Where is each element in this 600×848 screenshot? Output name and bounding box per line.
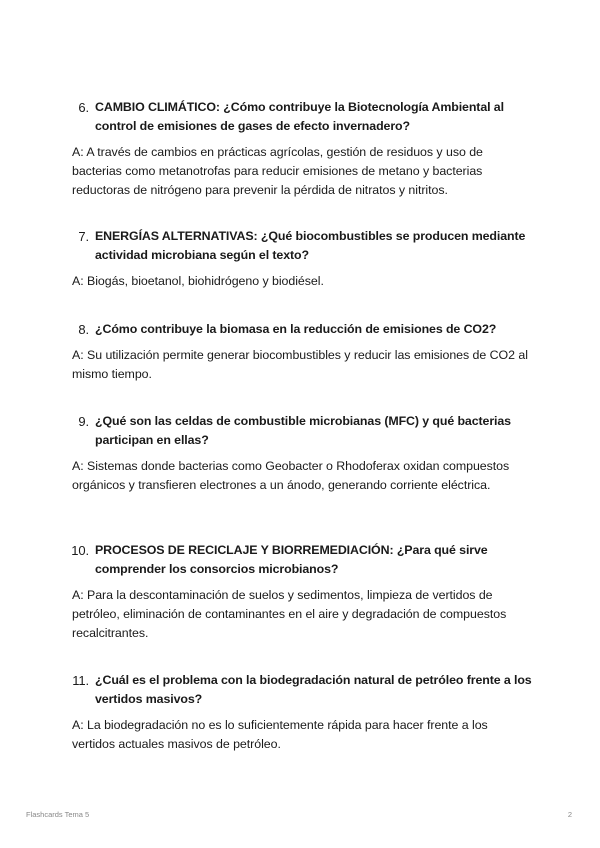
flashcard-7 — [72, 227, 532, 291]
question-number: 8. — [78, 322, 89, 337]
answer: A: La biodegradación no es lo suficientemente rápida para hacer frente a los vertidos actuales masivos de petróleo. — [72, 718, 488, 751]
answer: A: Para la descontaminación de suelos y sedimentos, limpieza de vertidos de petróleo, eliminación de contaminantes en el aire y degradación de compuestos recalcitrantes. — [72, 588, 507, 640]
question-topic: ENERGÍAS ALTERNATIVAS: — [95, 229, 261, 243]
question-number: 6. — [78, 100, 89, 115]
flashcard-8 — [72, 320, 532, 384]
answer: A: Sistemas donde bacterias como Geobacter o Rhodoferax oxidan compuestos orgánicos y transfieren electrones a un ánodo, generando corriente eléctrica. — [72, 459, 510, 492]
flashcard-10 — [72, 541, 532, 643]
answer: A: A través de cambios en prácticas agrícolas, gestión de residuos y uso de bacterias como metanotrofas para reducir emisiones de metano y bacterias reductoras de nitrógeno para prevenir la pérdida de nitratos y nitritos. — [72, 145, 483, 197]
flashcard-6 — [72, 98, 532, 200]
footer-title: Flashcards Tema 5 — [26, 810, 90, 819]
question — [72, 320, 532, 339]
question-text: ¿Cuál es el problema con la biodegradación natural de petróleo frente a los vertidos masivos? — [95, 673, 532, 706]
question — [72, 671, 532, 709]
question-text: ¿Cómo contribuye la Biotecnología Ambiental al control de emisiones de gases de efecto invernadero? — [95, 100, 504, 133]
question — [72, 541, 532, 579]
question-text: ¿Para qué sirve comprender los consorcios microbianos? — [95, 543, 488, 576]
question-text: ¿Cómo contribuye la biomasa en la reducción de emisiones de CO2? — [95, 322, 497, 336]
question-topic: PROCESOS DE RECICLAJE Y BIORREMEDIACIÓN: — [95, 543, 397, 557]
question-text: ¿Qué biocombustibles se producen mediante actividad microbiana según el texto? — [95, 229, 526, 262]
question-topic: CAMBIO CLIMÁTICO: — [95, 100, 224, 114]
answer: A: Su utilización permite generar biocombustibles y reducir las emisiones de CO2 al mismo tiempo. — [72, 348, 528, 381]
flashcard-11 — [72, 671, 532, 754]
answer: A: Biogás, bioetanol, biohidrógeno y biodiésel. — [72, 274, 324, 288]
question-text: ¿Qué son las celdas de combustible microbianas (MFC) y qué bacterias participan en ellas? — [95, 414, 511, 447]
page-number: 2 — [567, 810, 572, 819]
question-number: 9. — [78, 414, 89, 429]
question-number: 10. — [71, 543, 89, 558]
question — [72, 227, 532, 265]
question — [72, 412, 532, 450]
question-number: 11. — [72, 673, 89, 688]
question-number: 7. — [78, 229, 89, 244]
flashcard-9 — [72, 412, 532, 495]
question — [72, 98, 532, 136]
